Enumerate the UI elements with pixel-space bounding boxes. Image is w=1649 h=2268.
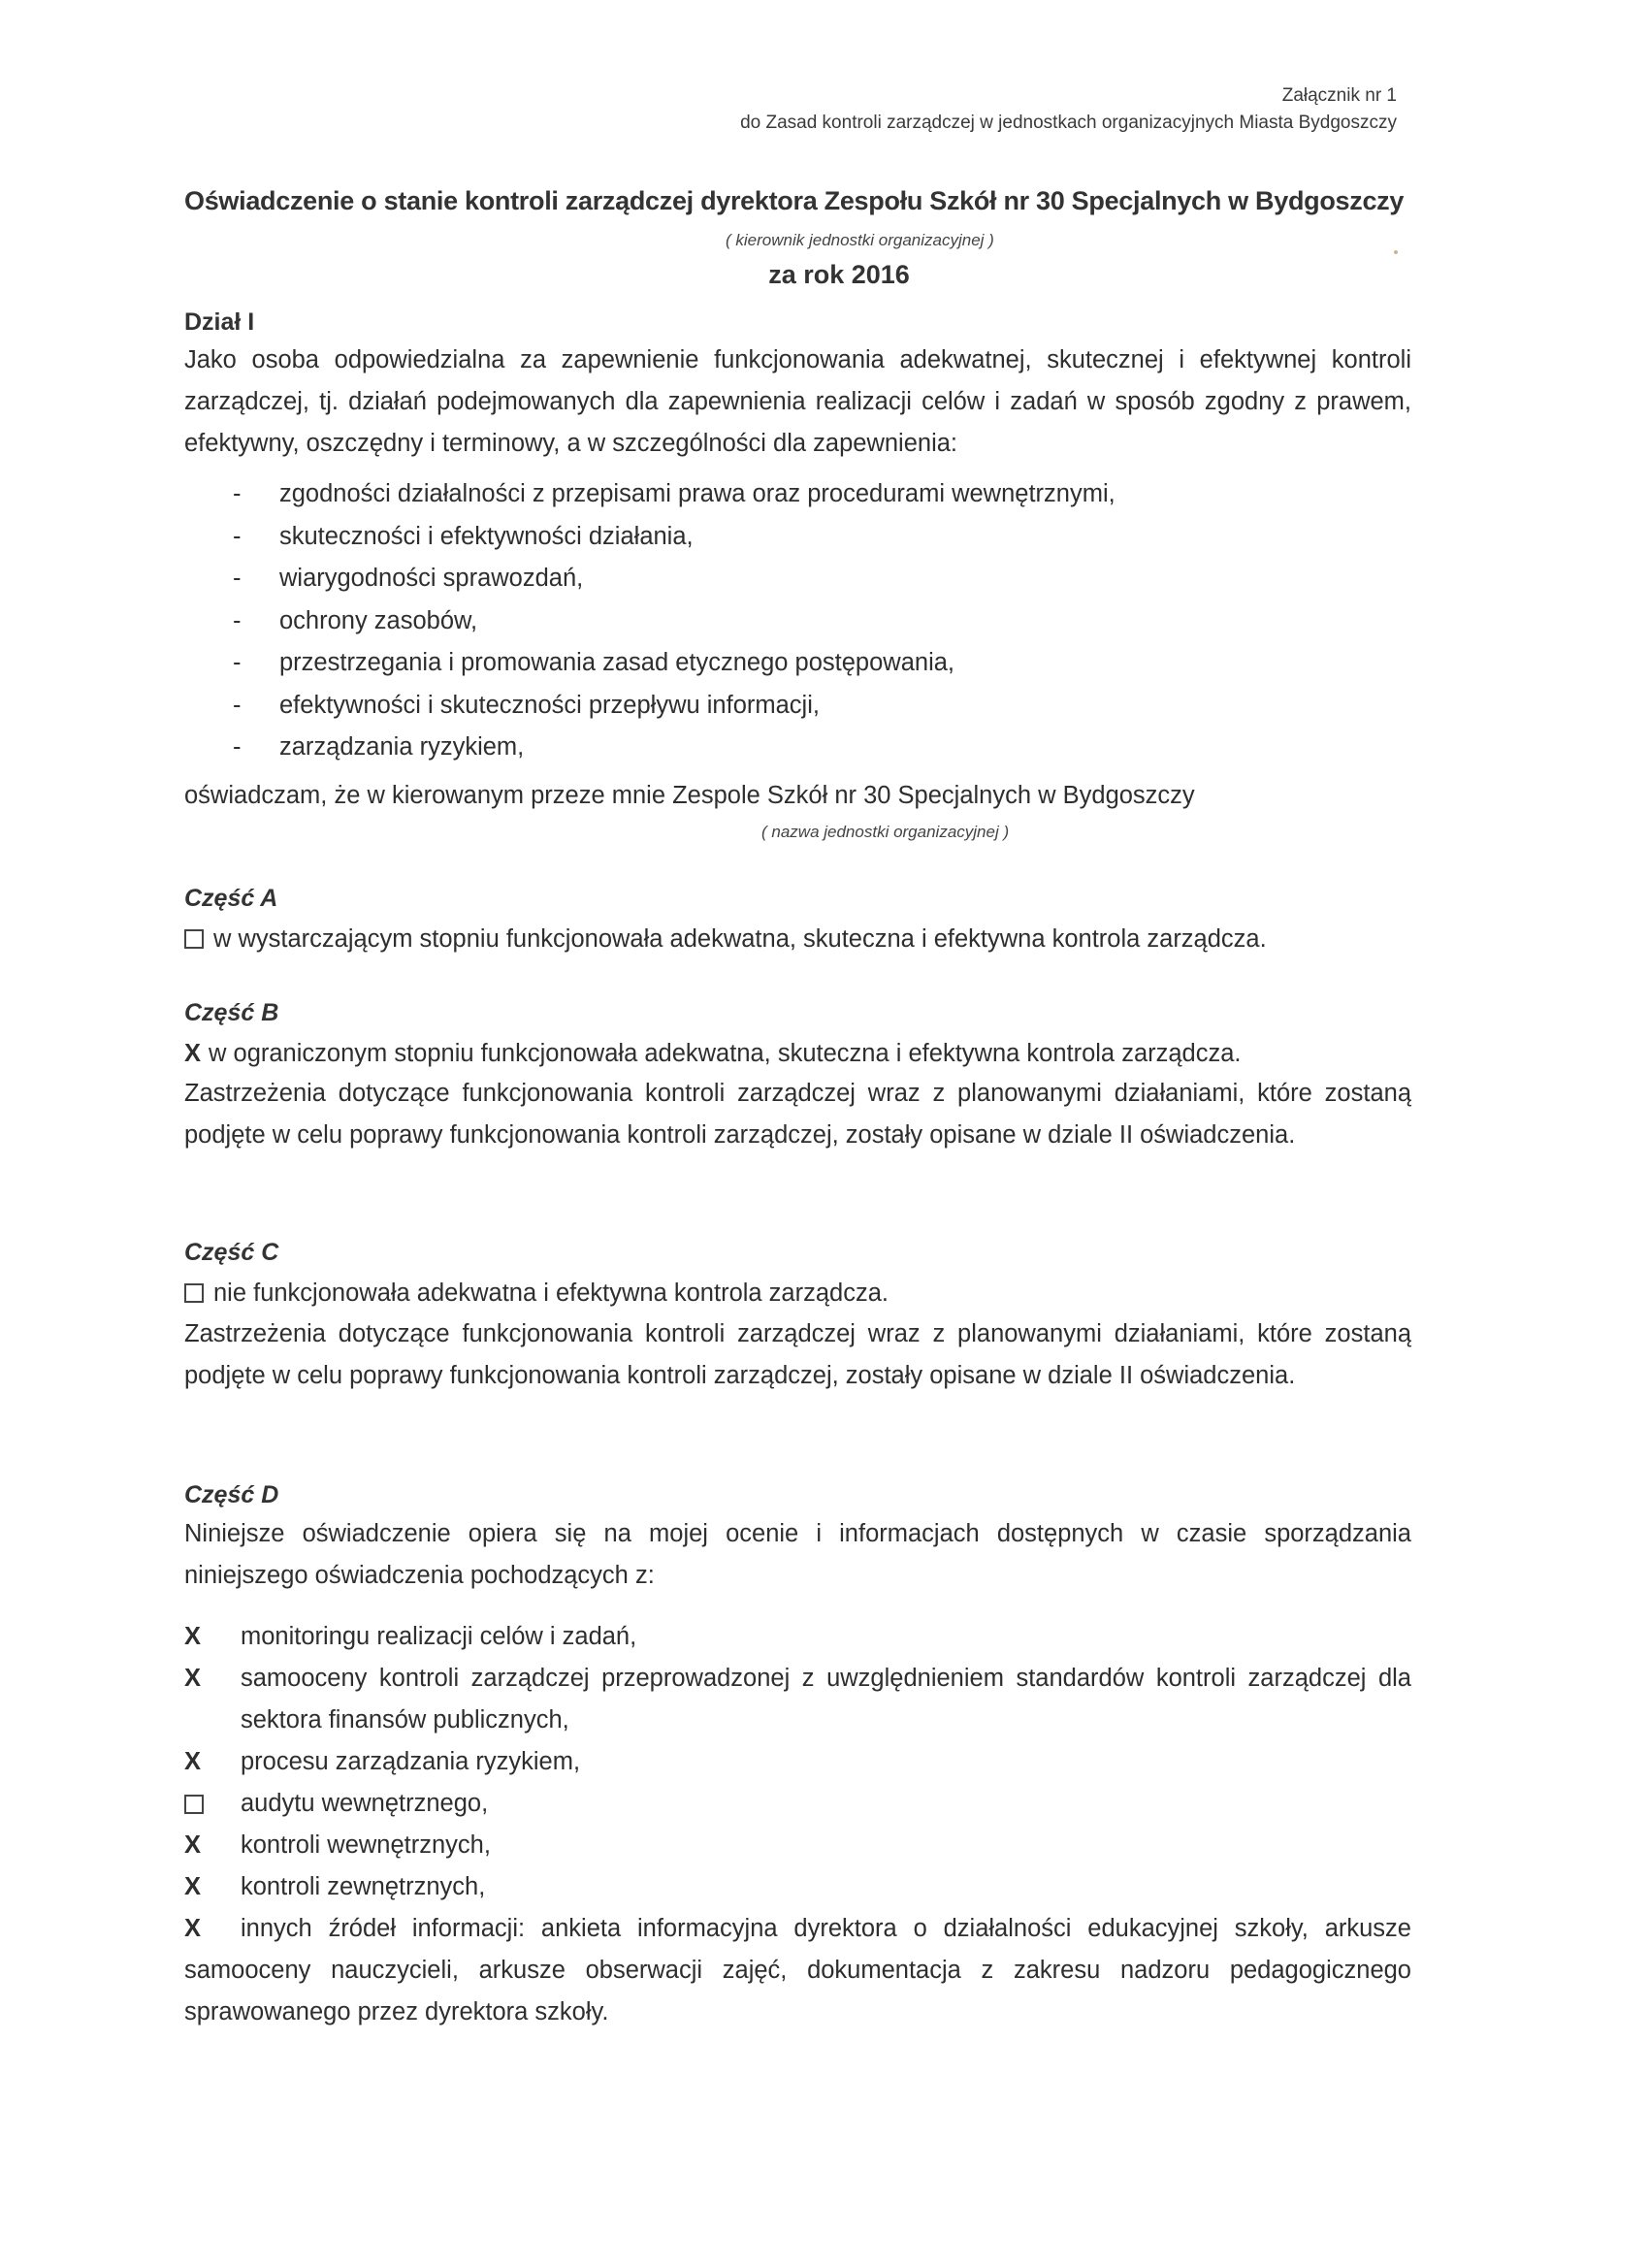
part-b-heading: Część B [184,999,279,1026]
part-a-option[interactable] [184,925,1267,954]
list-item: X procesu zarządzania ryzykiem, [184,1741,1411,1783]
list-item: X monitoringu realizacji celów i zadań, [184,1616,1411,1658]
dash-marker: - [233,691,242,719]
role-note: ( kierownik jednostki organizacyjnej ) [726,231,994,249]
part-a-heading: Część A [184,885,278,912]
list-item: audytu wewnętrznego, [184,1783,1411,1825]
part-a-text: w wystarczającym stopniu funkcjonowała adekwatna, skuteczna i efektywna kontrola zarządcza. [213,925,1267,953]
section-heading: Dział I [184,308,255,336]
part-b-option[interactable] [184,1040,1242,1068]
unit-note: ( nazwa jednostki organizacyjnej ) [761,823,1010,841]
list-item: - ochrony zasobów, [233,600,1116,643]
empty-checkbox-icon[interactable] [184,1283,204,1303]
report-year: za rok 2016 [768,260,910,289]
x-checked-icon[interactable]: X [184,1748,202,1775]
list-item: X kontroli zewnętrznych, [184,1866,1411,1908]
section-intro: Jako osoba odpowiedzialna za zapewnienie funkcjonowania adekwatnej, skutecznej i efektywnej kontroli zarządczej, tj. działań podejmowanych dla zapewnienia realizacji celów i zadań w sposób zgodny z prawem, efektywny, oszczędny i terminowy, a w szczególności dla zapewnienia: [184,346,1411,457]
part-d-heading: Część D [184,1481,279,1508]
annex-reference: do Zasad kontroli zarządczej w jednostkach organizacyjnych Miasta Bydgoszczy [740,113,1397,133]
dash-marker: - [233,649,242,676]
list-item: - zgodności działalności z przepisami prawa oraz procedurami wewnętrznymi, [233,473,1116,516]
part-c-heading: Część C [184,1239,279,1266]
annex-number: Załącznik nr 1 [1281,85,1397,106]
dash-marker: - [233,606,242,634]
list-item: X kontroli wewnętrznych, [184,1825,1411,1866]
part-b-text: w ograniczonym stopniu funkcjonowała adekwatna, skuteczna i efektywna kontrola zarządcza. [209,1040,1242,1067]
part-c-note: Zastrzeżenia dotyczące funkcjonowania kontroli zarządczej wraz z planowanymi działaniami, które zostaną podjęte w celu poprawy funkcjonowania kontroli zarządczej, zostały opisane w dziale II oświadczenia. [184,1320,1411,1389]
x-checked-icon[interactable]: X [184,1831,202,1859]
list-item: - skuteczności i efektywności działania, [233,516,1116,559]
x-checked-icon[interactable]: X [184,1915,202,1942]
x-checked-icon[interactable]: X [184,1623,202,1650]
x-checked-icon[interactable]: X [184,1040,202,1067]
list-item: - efektywności i skuteczności przepływu informacji, [233,685,1116,728]
part-b-note: Zastrzeżenia dotyczące funkcjonowania kontroli zarządczej wraz z planowanymi działaniami, które zostaną podjęte w celu poprawy funkcjonowania kontroli zarządczej, zostały opisane w dziale II oświadczenia. [184,1080,1411,1149]
dash-marker: - [233,480,242,507]
list-item: - przestrzegania i promowania zasad etycznego postępowania, [233,642,1116,685]
empty-checkbox-icon[interactable] [184,929,204,949]
empty-checkbox-container [184,1783,204,1825]
empty-checkbox-icon[interactable] [184,1795,204,1814]
document-title: Oświadczenie o stanie kontroli zarządczej dyrektora Zespołu Szkół nr 30 Specjalnych w Bydgoszczy [184,186,1405,215]
dash-marker: - [233,733,242,761]
scope-list [233,473,1116,769]
dash-marker: - [233,522,242,550]
information-sources-list [184,1616,1411,2033]
part-c-option[interactable] [184,1280,889,1308]
dash-marker: - [233,565,242,592]
list-item: - wiarygodności sprawozdań, [233,558,1116,600]
part-d-intro: Niniejsze oświadczenie opiera się na mojej ocenie i informacjach dostępnych w czasie sporządzania niniejszego oświadczenia pochodzących z: [184,1520,1411,1589]
scan-speck [1394,250,1398,254]
part-c-text: nie funkcjonowała adekwatna i efektywna kontrola zarządcza. [213,1280,889,1307]
x-checked-icon[interactable]: X [184,1665,202,1692]
list-item: X samooceny kontroli zarządczej przeprowadzonej z uwzględnieniem standardów kontroli zarządczej dla sektora finansów publicznych, [184,1658,1411,1741]
declaration-line: oświadczam, że w kierowanym przeze mnie Zespole Szkół nr 30 Specjalnych w Bydgoszczy [184,782,1195,809]
x-checked-icon[interactable]: X [184,1873,202,1900]
list-item: - zarządzania ryzykiem, [233,727,1116,769]
list-item: X innych źródeł informacji: ankieta informacyjna dyrektora o działalności edukacyjnej szkoły, arkusze samooceny nauczycieli, arkusze obserwacji zajęć, dokumentacja z zakresu nadzoru pedagogicznego sprawowanego przez dyrektora szkoły. [184,1908,1411,2033]
